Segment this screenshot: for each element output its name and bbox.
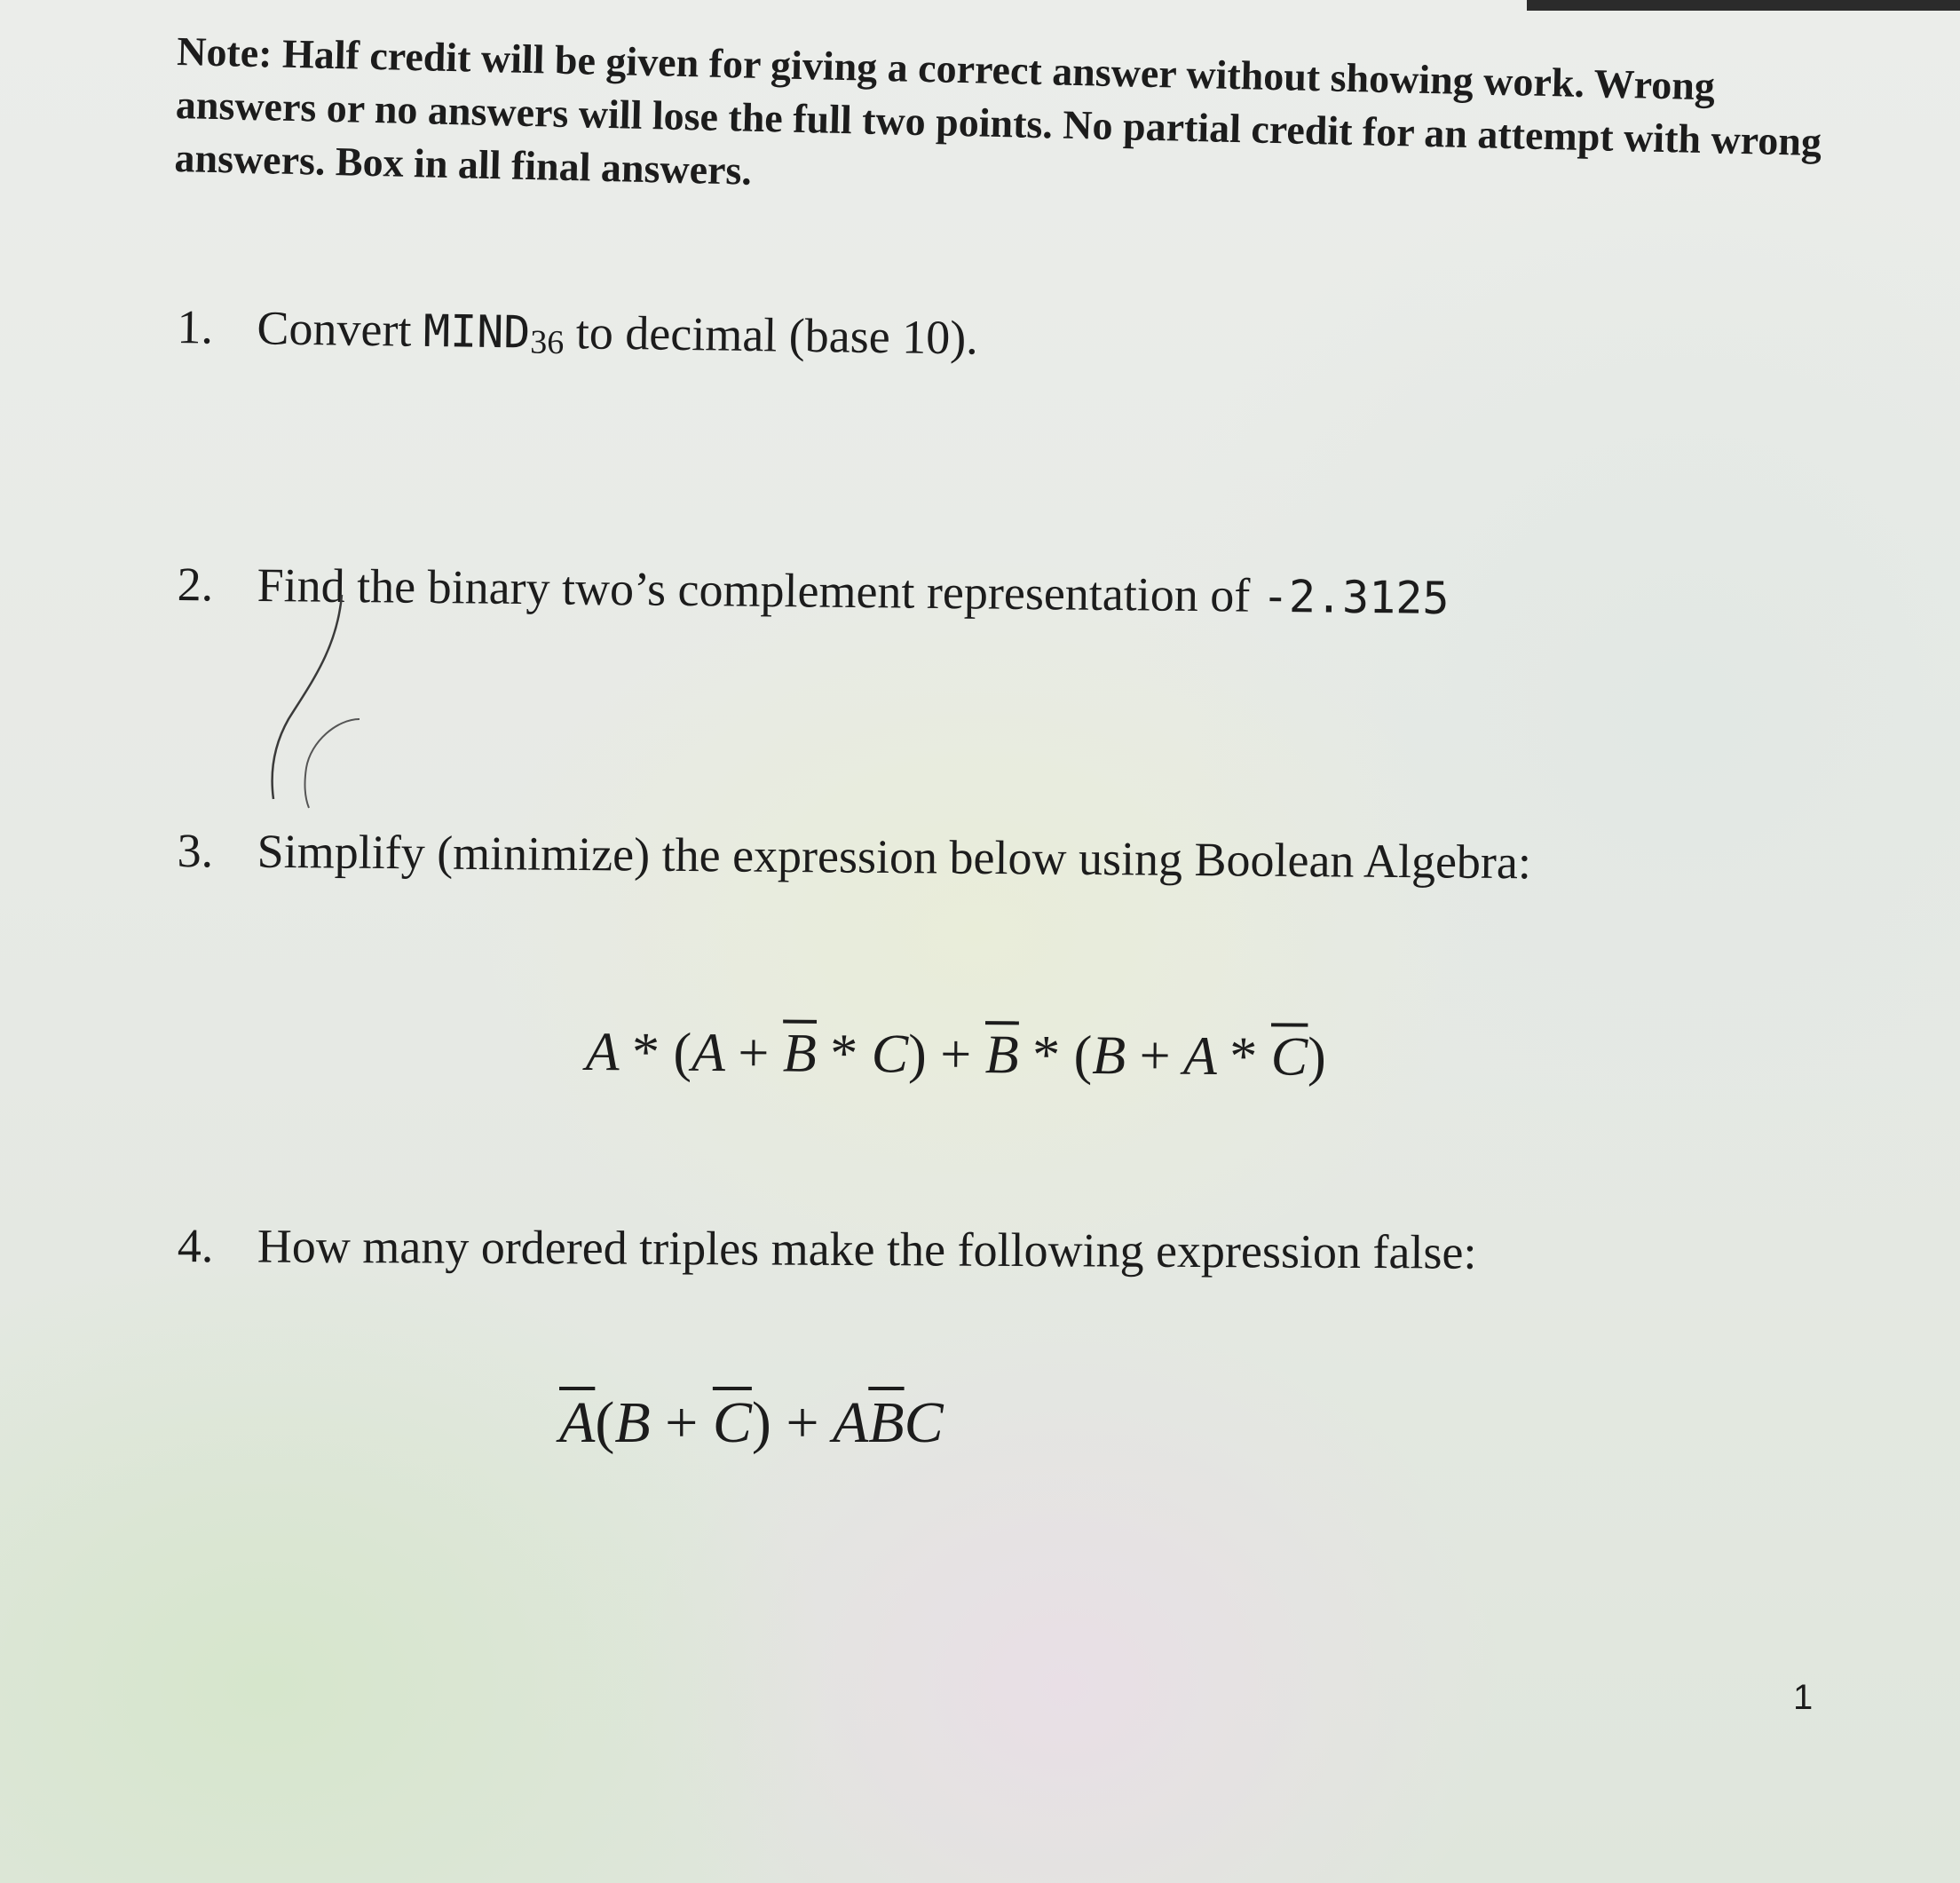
paren-open: ( (673, 1022, 692, 1083)
op-and: * (1031, 1025, 1061, 1086)
var-a-not: $\overline{A}$ (559, 1390, 596, 1455)
boolean-expression-1 (586, 1021, 1327, 1089)
question-number: 3. (177, 823, 214, 878)
paren-open: ( (1073, 1025, 1093, 1086)
paren-close: ) (907, 1024, 928, 1085)
op-and: * (631, 1022, 660, 1083)
var-a: A (691, 1022, 725, 1084)
monitor-edge (1527, 0, 1960, 11)
question-number: 2. (177, 557, 214, 612)
paren-close: ) (1307, 1026, 1327, 1088)
decimal-value: -2.3125 (1261, 570, 1450, 625)
instructions-note: Note: Half credit will be given for giving a correct answer without showing work. Wrong answers or no answers will lose the full two points. No partial credit for an attempt with wrong answers. Box in all final answers. (174, 28, 1822, 194)
boolean-expression-2 (559, 1389, 944, 1457)
question-text-end: to decimal (base 10). (575, 305, 979, 365)
op-and: * (830, 1023, 858, 1085)
op-or: + (1139, 1025, 1171, 1087)
var-b: B (1092, 1025, 1126, 1087)
question-text: Convert (257, 301, 412, 357)
var-c-not: $\overline{C}$ (712, 1390, 752, 1455)
paren-open: ( (595, 1390, 615, 1455)
var-b-not: $\overline{B}$ (868, 1390, 905, 1455)
paren-close: ) (751, 1390, 771, 1455)
pen-mark (257, 586, 382, 817)
op-or: + (940, 1024, 972, 1086)
var-c: C (904, 1390, 944, 1455)
var-b: B (614, 1390, 651, 1455)
var-a: A (585, 1022, 619, 1083)
op-or: + (786, 1390, 819, 1455)
var-c: C (871, 1024, 909, 1085)
question-number: 4. (177, 1219, 214, 1273)
base36-number: MIND (423, 305, 531, 359)
question-text: Find the binary two’s complement representation of (257, 558, 1251, 622)
op-or: + (738, 1023, 770, 1084)
base-subscript: 36 (529, 323, 565, 362)
question-1 (177, 297, 978, 378)
question-text: Simplify (minimize) the expression below using Boolean Algebra: (257, 824, 1532, 890)
var-a: A (1182, 1025, 1217, 1087)
question-4 (178, 1216, 1477, 1282)
var-b-not: $\overline{B}$ (782, 1023, 818, 1084)
page-number: 1 (1793, 1678, 1814, 1717)
var-a: A (832, 1390, 869, 1455)
op-or: + (665, 1390, 699, 1455)
op-and: * (1229, 1026, 1258, 1088)
var-b-not: $\overline{B}$ (984, 1025, 1019, 1086)
question-text: How many ordered triples make the following expression false: (257, 1219, 1477, 1279)
question-3 (177, 821, 1531, 891)
question-number: 1. (177, 299, 214, 354)
var-c-not: $\overline{C}$ (1270, 1026, 1308, 1088)
